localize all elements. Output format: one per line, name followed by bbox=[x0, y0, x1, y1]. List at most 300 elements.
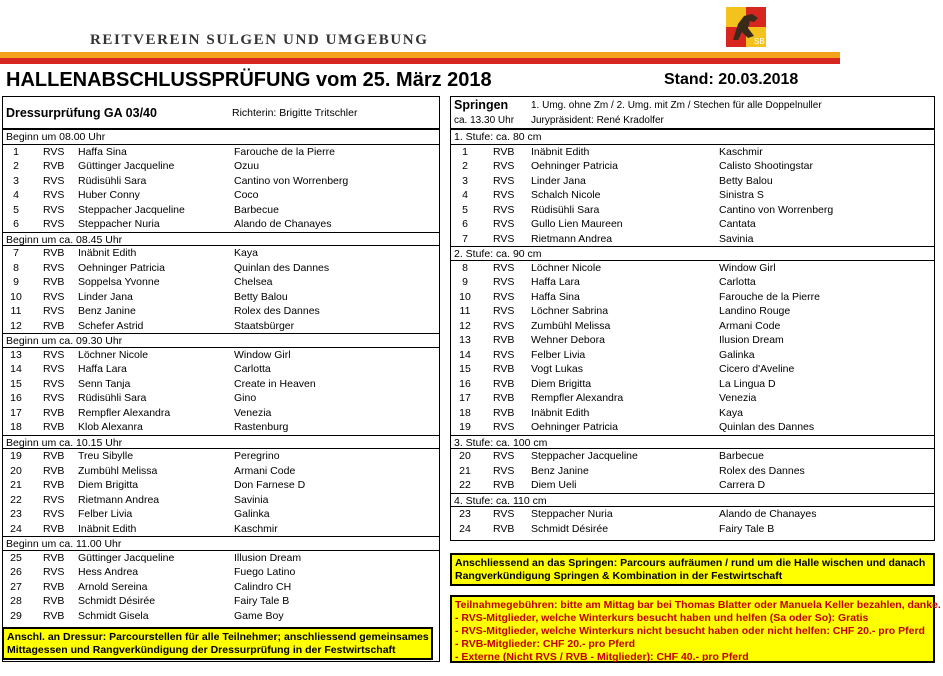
start-number: 16 bbox=[459, 377, 471, 390]
note-line: - RVB-Mitglieder: CHF 20.- pro Pferd bbox=[455, 638, 636, 650]
rider-name: Oehninger Patricia bbox=[531, 160, 618, 172]
rider-name: Gullo Lien Maureen bbox=[531, 218, 623, 230]
table-row bbox=[3, 449, 439, 464]
table-row bbox=[451, 217, 934, 232]
note-line: - RVS-Mitglieder, welche Winterkurs nicht besucht haben oder nicht helfen: CHF 20.- pro Pferd bbox=[455, 625, 925, 637]
start-number: 15 bbox=[459, 363, 471, 375]
club-code: RVS bbox=[493, 319, 515, 332]
start-number: 28 bbox=[10, 595, 22, 607]
start-number: 7 bbox=[13, 247, 19, 259]
rider-name: Löchner Nicole bbox=[531, 261, 602, 274]
start-number: 20 bbox=[10, 464, 22, 477]
start-number: 2 bbox=[13, 160, 19, 172]
club-code: RVS bbox=[43, 218, 65, 230]
club-code: RVS bbox=[43, 566, 65, 578]
table-row bbox=[451, 348, 934, 363]
horse-name: Ilusion Dream bbox=[719, 334, 784, 346]
horse-name: Kaya bbox=[234, 247, 258, 259]
club-code: RVB bbox=[43, 247, 65, 259]
table-row bbox=[3, 203, 439, 218]
club-code: RVS bbox=[493, 464, 515, 477]
table-row bbox=[451, 478, 934, 493]
club-code: RVS bbox=[43, 261, 65, 274]
start-number: 21 bbox=[10, 479, 22, 491]
note-line: Anschl. an Dressur: Parcourstellen für alle Teilnehmer; anschliessend gemeinsames bbox=[7, 631, 429, 643]
start-number: 17 bbox=[10, 406, 22, 419]
rider-name: Haffa Lara bbox=[531, 276, 580, 288]
start-number: 17 bbox=[459, 392, 471, 404]
rider-name: Schmidt Désirée bbox=[78, 595, 156, 607]
rider-name: Rüdisühli Sara bbox=[78, 174, 147, 187]
start-number: 5 bbox=[462, 203, 468, 216]
horse-name: Betty Balou bbox=[719, 174, 773, 187]
rider-name: Schmidt Gisela bbox=[78, 609, 149, 622]
rider-name: Oehninger Patricia bbox=[531, 421, 618, 433]
start-number: 27 bbox=[10, 580, 22, 593]
rider-name: Senn Tanja bbox=[78, 377, 131, 390]
start-number: 9 bbox=[462, 276, 468, 288]
club-code: RVB bbox=[43, 276, 65, 288]
table-row bbox=[451, 188, 934, 203]
note-line: - Externe (Nicht RVS / RVB - Mitglieder): CHF 40.- pro Pferd bbox=[455, 651, 749, 663]
horse-name: Chelsea bbox=[234, 276, 273, 288]
rider-name: Löchner Nicole bbox=[78, 348, 149, 361]
club-code: RVS bbox=[43, 189, 65, 201]
horse-name: Fuego Latino bbox=[234, 566, 296, 578]
start-number: 14 bbox=[10, 363, 22, 375]
table-row bbox=[3, 522, 439, 537]
dressur-section-header: Beginn um ca. 10.15 Uhr bbox=[3, 435, 439, 450]
club-code: RVS bbox=[43, 363, 65, 375]
start-number: 24 bbox=[459, 522, 471, 535]
start-number: 1 bbox=[13, 145, 19, 158]
horse-name: Venezia bbox=[234, 406, 272, 419]
start-number: 9 bbox=[13, 276, 19, 288]
horse-name: Carrera D bbox=[719, 479, 766, 491]
table-row bbox=[3, 275, 439, 290]
club-code: RVS bbox=[493, 305, 515, 317]
club-code: RVB bbox=[43, 464, 65, 477]
rider-name: Rempfler Alexandra bbox=[78, 406, 171, 419]
start-number: 20 bbox=[459, 450, 471, 462]
rider-name: Löchner Sabrina bbox=[531, 305, 609, 317]
club-code: RVB bbox=[43, 160, 65, 172]
note-line: - RVS-Mitglieder, welche Winterkurs besucht haben und helfen (Sa oder So): Gratis bbox=[455, 612, 869, 624]
club-code: RVB bbox=[493, 145, 515, 158]
club-code: RVS bbox=[493, 232, 515, 245]
club-code: RVS bbox=[43, 377, 65, 390]
rider-name: Steppacher Jacqueline bbox=[531, 450, 638, 462]
horse-name: Alando de Chanayes bbox=[719, 508, 817, 520]
rider-name: Steppacher Nuria bbox=[78, 218, 160, 230]
springen-section-header: 2. Stufe: ca. 90 cm bbox=[451, 246, 934, 261]
start-number: 1 bbox=[462, 145, 468, 158]
table-row bbox=[3, 464, 439, 479]
rider-name: Schmidt Désirée bbox=[531, 522, 609, 535]
table-row bbox=[451, 333, 934, 348]
start-number: 11 bbox=[459, 305, 471, 317]
table-row bbox=[3, 594, 439, 609]
note-line: Teilnahmegebühren: bitte am Mittag bar bei Thomas Blatter oder Manuela Keller bezahlen, danke. bbox=[455, 599, 941, 611]
status-date: Stand: 20.03.2018 bbox=[664, 71, 799, 88]
rider-name: Inäbnit Edith bbox=[531, 406, 590, 419]
table-row bbox=[451, 420, 934, 435]
start-number: 19 bbox=[10, 450, 22, 462]
rider-name: Rietmann Andrea bbox=[78, 493, 160, 506]
rider-name: Rempfler Alexandra bbox=[531, 392, 624, 404]
start-number: 25 bbox=[10, 551, 22, 564]
club-code: RVS bbox=[493, 160, 515, 172]
rider-name: Linder Jana bbox=[78, 290, 133, 303]
rider-name: Schalch Nicole bbox=[531, 189, 601, 201]
table-row bbox=[451, 406, 934, 421]
start-number: 6 bbox=[13, 218, 19, 230]
rider-name: Oehninger Patricia bbox=[78, 261, 165, 274]
rider-name: Linder Jana bbox=[531, 174, 586, 187]
horse-name: Barbecue bbox=[234, 203, 279, 216]
table-row bbox=[3, 174, 439, 189]
horse-name: Carlotta bbox=[234, 363, 271, 375]
club-code: RVB bbox=[43, 406, 65, 419]
table-row bbox=[3, 406, 439, 421]
table-row bbox=[451, 232, 934, 247]
table-row bbox=[3, 319, 439, 334]
club-code: RVS bbox=[493, 174, 515, 187]
horse-name: Rolex des Dannes bbox=[719, 464, 805, 477]
page-header bbox=[0, 0, 943, 66]
table-row bbox=[451, 522, 934, 537]
table-row bbox=[451, 377, 934, 392]
horse-name: Window Girl bbox=[234, 348, 291, 361]
start-number: 18 bbox=[10, 421, 22, 433]
horse-name: Illusion Dream bbox=[234, 551, 302, 564]
horse-name: Farouche de la Pierre bbox=[234, 145, 335, 158]
rider-name: Steppacher Jacqueline bbox=[78, 203, 185, 216]
club-code: RVB bbox=[493, 479, 515, 491]
club-code: RVB bbox=[493, 522, 515, 535]
horse-name: Savinia bbox=[234, 493, 269, 506]
table-row bbox=[3, 145, 439, 160]
dressur-header bbox=[2, 96, 440, 129]
horse-name: Kaya bbox=[719, 406, 743, 419]
table-row bbox=[451, 261, 934, 276]
horse-name: Create in Heaven bbox=[234, 377, 316, 390]
club-code: RVB bbox=[43, 319, 65, 332]
table-row bbox=[3, 217, 439, 232]
start-number: 26 bbox=[10, 566, 22, 578]
club-code: RVB bbox=[43, 450, 65, 462]
start-number: 19 bbox=[459, 421, 471, 433]
rider-name: Haffa Sina bbox=[531, 290, 580, 303]
springen-header bbox=[450, 96, 935, 129]
dressur-list bbox=[2, 129, 440, 662]
dressur-section-header: Beginn um ca. 08.45 Uhr bbox=[3, 232, 439, 247]
note-line: Rangverkündigung Springen & Kombination in der Festwirtschaft bbox=[455, 570, 783, 582]
start-number: 3 bbox=[13, 174, 19, 187]
horse-name: Kaschmir bbox=[719, 145, 763, 158]
rider-name: Felber Livia bbox=[531, 348, 586, 361]
club-code: RVS bbox=[493, 203, 515, 216]
rider-name: Soppelsa Yvonne bbox=[78, 276, 160, 288]
club-code: RVS bbox=[43, 145, 65, 158]
start-number: 29 bbox=[10, 609, 22, 622]
horse-name: Armani Code bbox=[234, 464, 296, 477]
rider-name: Zumbühl Melissa bbox=[531, 319, 611, 332]
svg-text:SB: SB bbox=[754, 37, 765, 46]
springen-section-header: 3. Stufe: ca. 100 cm bbox=[451, 435, 934, 450]
table-row bbox=[451, 507, 934, 522]
start-number: 6 bbox=[462, 218, 468, 230]
rider-name: Inäbnit Edith bbox=[78, 247, 137, 259]
table-row bbox=[3, 580, 439, 595]
table-row bbox=[3, 551, 439, 566]
club-code: RVS bbox=[493, 276, 515, 288]
rider-name: Inäbnit Edith bbox=[531, 145, 590, 158]
start-number: 8 bbox=[462, 261, 468, 274]
table-row bbox=[3, 420, 439, 435]
rider-name: Felber Livia bbox=[78, 508, 133, 520]
club-code: RVB bbox=[493, 406, 515, 419]
horse-name: Window Girl bbox=[719, 261, 776, 274]
club-code: RVB bbox=[43, 479, 65, 491]
table-row bbox=[3, 188, 439, 203]
club-code: RVS bbox=[493, 348, 515, 361]
start-number: 18 bbox=[459, 406, 471, 419]
club-code: RVB bbox=[43, 551, 65, 564]
rider-name: Diem Ueli bbox=[531, 479, 577, 491]
dressur-section-header: Beginn um ca. 09.30 Uhr bbox=[3, 333, 439, 348]
start-number: 12 bbox=[459, 319, 471, 332]
club-code: RVB bbox=[43, 595, 65, 607]
horse-name: Rolex des Dannes bbox=[234, 305, 320, 317]
rider-name: Diem Brigitta bbox=[531, 377, 592, 390]
rider-name: Rüdisühli Sara bbox=[78, 392, 147, 404]
table-row bbox=[451, 203, 934, 218]
horse-name: Venezia bbox=[719, 392, 757, 404]
rider-name: Hess Andrea bbox=[78, 566, 139, 578]
dressur-section-header: Beginn um ca. 11.00 Uhr bbox=[3, 536, 439, 551]
club-name: REITVEREIN SULGEN UND UMGEBUNG bbox=[90, 32, 429, 48]
table-row bbox=[3, 609, 439, 624]
rider-name: Zumbühl Melissa bbox=[78, 464, 158, 477]
rider-name: Wehner Debora bbox=[531, 334, 605, 346]
rider-name: Klob Alexanra bbox=[78, 421, 143, 433]
rider-name: Benz Janine bbox=[531, 464, 589, 477]
table-row bbox=[3, 290, 439, 305]
rider-name: Haffa Lara bbox=[78, 363, 127, 375]
start-number: 23 bbox=[459, 508, 471, 520]
club-code: RVB bbox=[43, 609, 65, 622]
start-number: 21 bbox=[459, 464, 471, 477]
table-row bbox=[3, 478, 439, 493]
horse-name: Landino Rouge bbox=[719, 305, 791, 317]
table-row bbox=[3, 565, 439, 580]
dressur-title: Dressurprüfung GA 03/40 bbox=[6, 106, 157, 120]
springen-note bbox=[450, 553, 935, 586]
horse-name: Farouche de la Pierre bbox=[719, 290, 820, 303]
rider-name: Güttinger Jacqueline bbox=[78, 551, 175, 564]
club-crest-horse-icon bbox=[724, 6, 768, 48]
table-row bbox=[451, 159, 934, 174]
table-row bbox=[451, 464, 934, 479]
rider-name: Rüdisühli Sara bbox=[531, 203, 600, 216]
page-title: HALLENABSCHLUSSPRÜFUNG vom 25. März 2018 bbox=[6, 69, 492, 91]
table-row bbox=[3, 246, 439, 261]
springen-list bbox=[450, 129, 935, 541]
start-number: 23 bbox=[10, 508, 22, 520]
club-code: RVB bbox=[43, 421, 65, 433]
dressur-note bbox=[2, 627, 433, 660]
horse-name: Fairy Tale B bbox=[719, 522, 775, 535]
note-line: Anschliessend an das Springen: Parcours aufräumen / rund um die Halle wischen und danach bbox=[455, 557, 926, 569]
horse-name: Don Farnese D bbox=[234, 479, 306, 491]
club-code: RVS bbox=[43, 508, 65, 520]
club-code: RVS bbox=[493, 290, 515, 303]
start-number: 3 bbox=[462, 174, 468, 187]
horse-name: Kaschmir bbox=[234, 522, 278, 535]
club-code: RVS bbox=[43, 290, 65, 303]
red-bar bbox=[0, 58, 840, 64]
table-row bbox=[451, 290, 934, 305]
table-row bbox=[451, 449, 934, 464]
table-row bbox=[3, 377, 439, 392]
horse-name: Fairy Tale B bbox=[234, 595, 290, 607]
start-number: 10 bbox=[10, 290, 22, 303]
club-code: RVB bbox=[493, 363, 515, 375]
club-code: RVB bbox=[493, 334, 515, 346]
horse-name: Armani Code bbox=[719, 319, 781, 332]
horse-name: Gino bbox=[234, 392, 257, 404]
note-line: Mittagessen und Rangverkündigung der Dressurprüfung in der Festwirtschaft bbox=[7, 644, 396, 656]
rider-name: Benz Janine bbox=[78, 305, 136, 317]
start-number: 22 bbox=[459, 479, 471, 491]
table-row bbox=[3, 507, 439, 522]
start-number: 2 bbox=[462, 160, 468, 172]
rider-name: Schefer Astrid bbox=[78, 319, 144, 332]
club-code: RVB bbox=[43, 580, 65, 593]
fee-note bbox=[450, 595, 941, 663]
horse-name: Game Boy bbox=[234, 609, 284, 622]
table-row bbox=[451, 391, 934, 406]
dressur-section-header: Beginn um 08.00 Uhr bbox=[3, 130, 439, 145]
rider-name: Rietmann Andrea bbox=[531, 232, 613, 245]
horse-name: La Lingua D bbox=[719, 377, 776, 390]
start-number: 22 bbox=[10, 493, 22, 506]
club-code: RVB bbox=[43, 522, 65, 535]
start-number: 8 bbox=[13, 261, 19, 274]
club-code: RVB bbox=[493, 392, 515, 404]
horse-name: Staatsbürger bbox=[234, 319, 295, 332]
table-row bbox=[3, 493, 439, 508]
table-row bbox=[451, 362, 934, 377]
horse-name: Sinistra S bbox=[719, 189, 764, 201]
start-number: 13 bbox=[10, 348, 22, 361]
club-code: RVS bbox=[43, 305, 65, 317]
rider-name: Haffa Sina bbox=[78, 145, 127, 158]
start-number: 11 bbox=[10, 305, 22, 317]
springen-section-header: 4. Stufe: ca. 110 cm bbox=[451, 493, 934, 508]
springen-president: Jurypräsident: René Kradolfer bbox=[531, 115, 664, 126]
springen-section-header: 1. Stufe: ca. 80 cm bbox=[451, 130, 934, 145]
table-row bbox=[3, 261, 439, 276]
horse-name: Savinia bbox=[719, 232, 754, 245]
rider-name: Inäbnit Edith bbox=[78, 522, 137, 535]
club-code: RVS bbox=[493, 218, 515, 230]
table-row bbox=[3, 159, 439, 174]
club-code: RVS bbox=[43, 203, 65, 216]
horse-name: Galinka bbox=[234, 508, 270, 520]
table-row bbox=[451, 304, 934, 319]
horse-name: Calisto Shootingstar bbox=[719, 160, 813, 172]
rider-name: Diem Brigitta bbox=[78, 479, 139, 491]
table-row bbox=[451, 174, 934, 189]
start-number: 4 bbox=[13, 189, 19, 201]
rider-name: Treu Sibylle bbox=[78, 450, 134, 462]
horse-name: Cantino von Worrenberg bbox=[234, 174, 349, 187]
club-code: RVS bbox=[43, 392, 65, 404]
table-row bbox=[451, 145, 934, 160]
horse-name: Quinlan des Dannes bbox=[234, 261, 330, 274]
horse-name: Alando de Chanayes bbox=[234, 218, 332, 230]
table-row bbox=[451, 319, 934, 334]
club-code: RVS bbox=[43, 493, 65, 506]
table-row bbox=[3, 391, 439, 406]
springen-time: ca. 13.30 Uhr bbox=[454, 115, 515, 126]
table-row bbox=[3, 362, 439, 377]
club-code: RVS bbox=[43, 348, 65, 361]
horse-name: Galinka bbox=[719, 348, 755, 361]
start-number: 15 bbox=[10, 377, 22, 390]
rider-name: Arnold Sereina bbox=[78, 580, 148, 593]
club-code: RVS bbox=[493, 450, 515, 462]
horse-name: Cantata bbox=[719, 218, 756, 230]
horse-name: Rastenburg bbox=[234, 421, 289, 433]
horse-name: Calindro CH bbox=[234, 580, 292, 593]
horse-name: Barbecue bbox=[719, 450, 764, 462]
rider-name: Vogt Lukas bbox=[531, 363, 583, 375]
start-number: 5 bbox=[13, 203, 19, 216]
start-number: 14 bbox=[459, 348, 471, 361]
start-number: 7 bbox=[462, 232, 468, 245]
club-code: RVS bbox=[493, 261, 515, 274]
rider-name: Huber Conny bbox=[78, 189, 140, 201]
club-code: RVS bbox=[43, 174, 65, 187]
horse-name: Peregrino bbox=[234, 450, 280, 462]
club-code: RVB bbox=[493, 377, 515, 390]
club-code: RVS bbox=[493, 189, 515, 201]
start-number: 10 bbox=[459, 290, 471, 303]
rider-name: Steppacher Nuria bbox=[531, 508, 613, 520]
start-number: 12 bbox=[10, 319, 22, 332]
rider-name: Güttinger Jacqueline bbox=[78, 160, 175, 172]
horse-name: Carlotta bbox=[719, 276, 756, 288]
start-number: 24 bbox=[10, 522, 22, 535]
horse-name: Cicero d'Aveline bbox=[719, 363, 795, 375]
table-row bbox=[3, 304, 439, 319]
horse-name: Quinlan des Dannes bbox=[719, 421, 815, 433]
table-row bbox=[3, 348, 439, 363]
table-row bbox=[451, 275, 934, 290]
horse-name: Cantino von Worrenberg bbox=[719, 203, 834, 216]
club-code: RVS bbox=[493, 508, 515, 520]
start-number: 4 bbox=[462, 189, 468, 201]
springen-subtitle: 1. Umg. ohne Zm / 2. Umg. mit Zm / Stechen für alle Doppelnuller bbox=[531, 100, 822, 111]
horse-name: Ozuu bbox=[234, 160, 260, 172]
horse-name: Coco bbox=[234, 189, 259, 201]
start-number: 13 bbox=[459, 334, 471, 346]
club-code: RVS bbox=[493, 421, 515, 433]
springen-title: Springen bbox=[454, 98, 509, 112]
